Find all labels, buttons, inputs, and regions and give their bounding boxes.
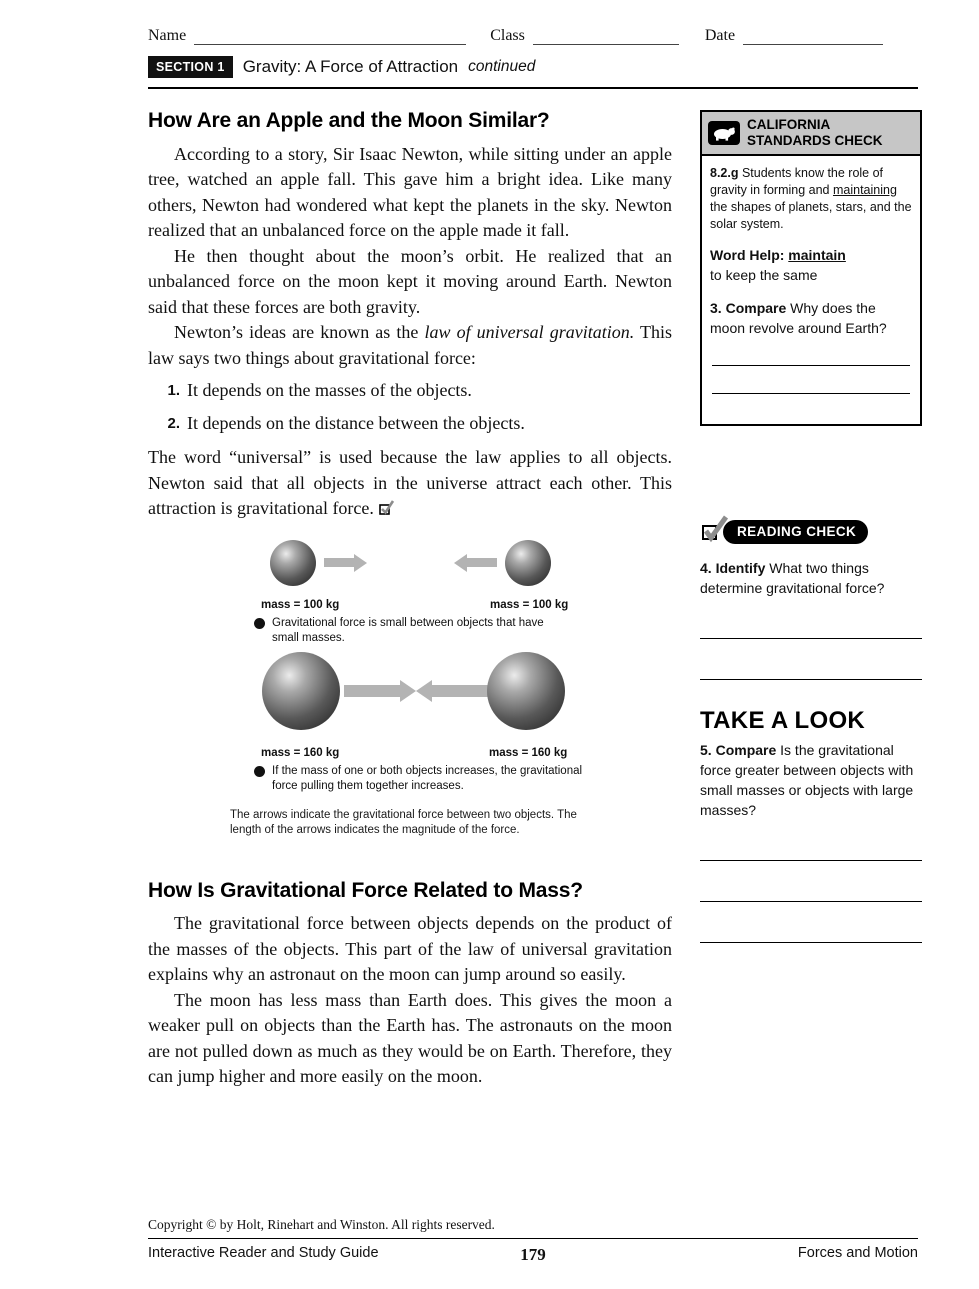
large-sphere-right xyxy=(487,652,565,730)
question-3 xyxy=(710,298,912,338)
figure-caption-large-masses xyxy=(254,764,584,794)
caption-text: If the mass of one or both objects increases, the gravitational force pulling them together increases. xyxy=(272,764,583,792)
force-arrow-right-large xyxy=(344,680,416,702)
paragraph xyxy=(148,320,672,371)
page-number: 179 xyxy=(520,1245,546,1264)
checkbox-check-icon xyxy=(378,498,395,524)
class-label: Class xyxy=(490,27,525,44)
standards-title-line1: CALIFORNIA xyxy=(747,117,831,132)
bullet-icon xyxy=(254,766,265,777)
gravity-figure xyxy=(148,534,672,856)
answer-line[interactable] xyxy=(700,611,922,639)
standards-text-part: Students know the role of gravity in forming and xyxy=(710,166,884,197)
footer-divider xyxy=(148,1238,918,1239)
small-sphere-left xyxy=(270,540,316,586)
standards-check-body xyxy=(702,156,920,424)
reading-check-label: READING CHECK xyxy=(723,520,868,544)
force-arrow-left-large xyxy=(416,680,488,702)
question-type: Compare xyxy=(711,742,781,758)
standards-code: 8.2.g xyxy=(710,166,739,180)
question-5 xyxy=(700,740,922,820)
section-tag: SECTION 1 xyxy=(148,56,233,78)
caption-text: Gravitational force is small between objects that have small masses. xyxy=(272,616,544,644)
name-label: Name xyxy=(148,27,187,44)
answer-line[interactable] xyxy=(700,874,922,902)
mass-label: mass = 100 kg xyxy=(490,598,569,611)
word-help-term: maintain xyxy=(788,247,846,263)
section-title: Gravity: A Force of Attraction xyxy=(242,57,459,76)
numbered-list xyxy=(160,378,672,436)
question-text: What two things determine gravitational force? xyxy=(700,560,885,596)
small-sphere-right xyxy=(505,540,551,586)
paragraph-text: This law says two things about gravitational force: xyxy=(148,322,672,368)
california-bear-icon xyxy=(708,121,740,145)
list-item xyxy=(160,411,672,437)
paragraph-text: Newton’s ideas are known as the xyxy=(174,322,425,342)
footer-chapter-title: Forces and Motion xyxy=(797,1245,918,1261)
standards-text-part: the shapes of planets, stars, and the solar system. xyxy=(710,200,912,231)
date-label: Date xyxy=(704,27,736,44)
list-text: It depends on the distance between the objects. xyxy=(187,412,525,433)
footer xyxy=(148,1245,918,1264)
main-column xyxy=(148,108,672,1090)
paragraph xyxy=(148,445,672,524)
mass-label: mass = 160 kg xyxy=(261,746,340,759)
answer-line[interactable] xyxy=(700,833,922,861)
name-blank[interactable] xyxy=(194,26,466,45)
standards-check-title xyxy=(747,117,883,149)
figure-caption-small-masses xyxy=(254,616,559,646)
reading-check-badge xyxy=(700,514,922,549)
large-sphere-left xyxy=(262,652,340,730)
question-type: Compare xyxy=(721,300,791,316)
mass-label: mass = 160 kg xyxy=(489,746,568,759)
question-number: 5. xyxy=(700,742,712,758)
section-banner xyxy=(148,56,918,89)
answer-line[interactable] xyxy=(700,652,922,680)
force-arrow-left-small xyxy=(454,554,497,572)
standards-text xyxy=(710,165,912,233)
section-heading-1: How Are an Apple and the Moon Similar? xyxy=(148,109,550,132)
question-number: 4. xyxy=(700,560,712,576)
standards-check-header xyxy=(702,112,920,156)
list-number: 2. xyxy=(167,414,180,432)
sidebar xyxy=(700,110,922,943)
take-a-look-heading: TAKE A LOOK xyxy=(700,707,866,734)
answer-line[interactable] xyxy=(712,366,910,394)
list-number: 1. xyxy=(167,382,180,399)
word-help-label: Word Help: xyxy=(710,247,789,263)
answer-line[interactable] xyxy=(712,338,910,366)
question-text: Why does the moon revolve around Earth? xyxy=(710,300,887,336)
copyright-text: Copyright © by Holt, Rinehart and Winston. All rights reserved. xyxy=(148,1217,495,1232)
class-blank[interactable] xyxy=(533,26,679,45)
checkbox-check-icon xyxy=(700,514,730,549)
force-arrow-right-small xyxy=(324,554,367,572)
reading-check-answer-lines xyxy=(700,611,922,680)
section-continued: continued xyxy=(468,58,536,75)
list-item xyxy=(160,378,672,404)
date-blank[interactable] xyxy=(743,26,883,45)
list-text: It depends on the masses of the objects. xyxy=(187,380,472,400)
footer-book-title: Interactive Reader and Study Guide xyxy=(148,1245,379,1261)
figure-note: The arrows indicate the gravitational force between two objects. The length of the arrows indicates the magnitude of the force. xyxy=(230,808,577,836)
california-standards-check-box xyxy=(700,110,922,426)
word-help xyxy=(710,246,912,285)
question-text: Is the gravitational force greater between objects with small masses or objects with large masses? xyxy=(700,742,914,818)
answer-line[interactable] xyxy=(700,915,922,943)
law-term-italic: law of universal gravitation. xyxy=(424,322,635,342)
standards-title-line2: STANDARDS CHECK xyxy=(747,133,883,148)
paragraph: The moon has less mass than Earth does. This gives the moon a weaker pull on objects than the Earth has. The astronauts on the moon are not pulled down as much as they would be on Earth. Therefore, they can jump higher and more easily on the moon. xyxy=(148,989,672,1086)
paragraph: He then thought about the moon’s orbit. He realized that an unbalanced force on the moon kept it moving around Earth. Newton said that these forces are both gravity. xyxy=(148,245,672,317)
mass-label: mass = 100 kg xyxy=(261,598,340,611)
paragraph: The gravitational force between objects depends on the product of the masses of the objects. This part of the law of universal gravitation explains why an astronaut on the moon can jump around so easily. xyxy=(148,913,672,984)
standards-text-underlined: maintaining xyxy=(832,183,897,197)
bullet-icon xyxy=(254,618,265,629)
paragraph-text: The word “universal” is used because the law applies to all objects. Newton said that all objects in the universe attract each other. This attraction is gravitational force. xyxy=(148,447,672,518)
question-number: 3. xyxy=(710,300,722,316)
paragraph: According to a story, Sir Isaac Newton, while sitting under an apple tree, watched an apple fall. This gave him a bright idea. Like many others, Newton had wondered what kept the planets in the sky. Newton realized that an unbalanced force on the apple made it fall. xyxy=(148,143,672,240)
take-a-look-answer-lines xyxy=(700,833,922,943)
name-class-date-header xyxy=(148,26,918,45)
question-type: Identify xyxy=(711,560,770,576)
word-help-definition: to keep the same xyxy=(710,266,818,283)
question-4 xyxy=(700,558,922,598)
section-heading-2: How Is Gravitational Force Related to Mass? xyxy=(148,878,583,902)
